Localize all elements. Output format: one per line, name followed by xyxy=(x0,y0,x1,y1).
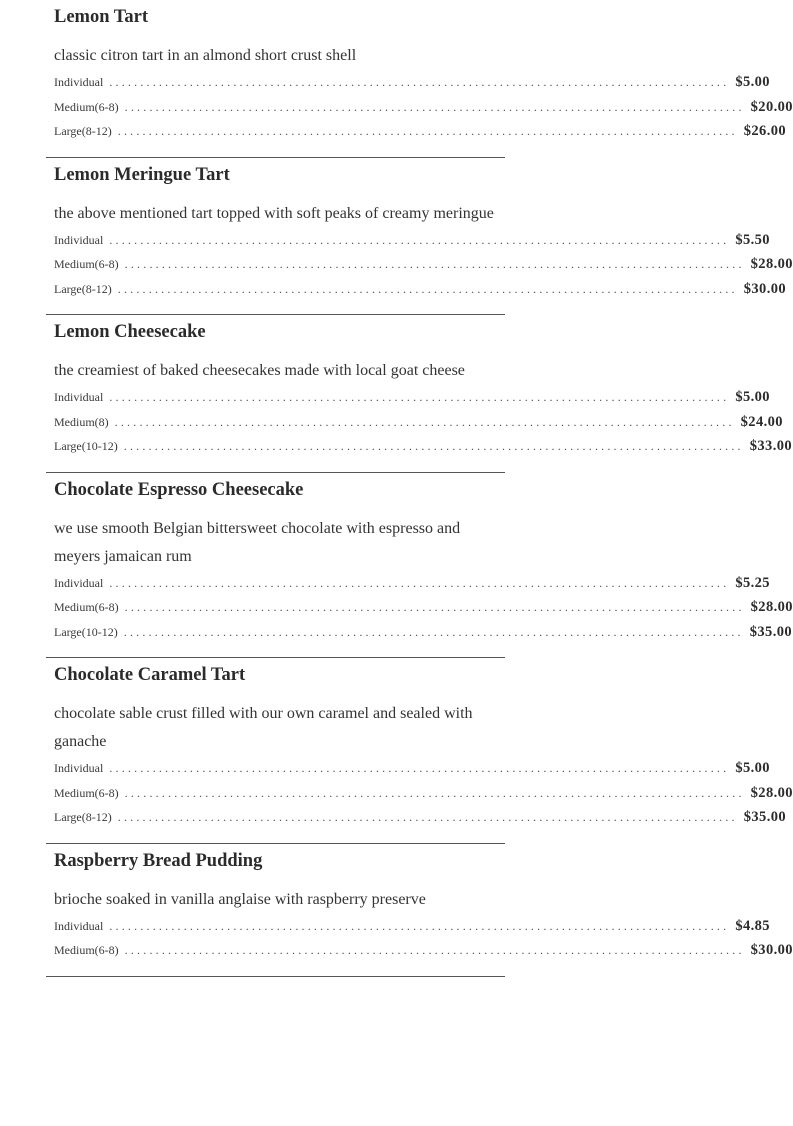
item-title: Raspberry Bread Pudding xyxy=(54,850,263,871)
price-row xyxy=(54,252,793,277)
dot-leader: .................................................................................................... xyxy=(124,600,745,614)
menu-item-lemon-cheesecake xyxy=(46,315,793,473)
size-label: Medium(6-8) xyxy=(54,943,119,957)
price-value: $28.00 xyxy=(750,784,793,801)
size-label: Individual xyxy=(54,575,104,590)
size-label: Large(8-12) xyxy=(54,124,112,138)
price-row xyxy=(54,119,787,144)
price-row xyxy=(54,228,770,253)
item-description: we use smooth Belgian bittersweet chocolate with espresso and meyers jamaican rum xyxy=(54,519,461,565)
price-value: $5.00 xyxy=(735,389,770,405)
price-row xyxy=(54,805,787,830)
dot-leader: .................................................................................................... xyxy=(109,232,730,247)
price-list xyxy=(54,756,793,843)
price-row xyxy=(54,620,793,645)
price-row xyxy=(54,70,770,95)
price-list xyxy=(54,914,793,976)
dot-leader: .................................................................................................... xyxy=(117,810,738,824)
dot-leader: .................................................................................................... xyxy=(123,439,744,453)
price-row xyxy=(54,95,793,120)
size-label: Large(10-12) xyxy=(54,439,118,453)
item-title: Lemon Cheesecake xyxy=(54,322,206,342)
menu-item-raspberry-bread-pudding xyxy=(46,844,793,977)
dot-leader: .................................................................................................... xyxy=(109,75,730,89)
price-value: $5.50 xyxy=(735,231,770,248)
price-list xyxy=(54,70,793,157)
item-description: the creamiest of baked cheesecakes made with local goat cheese xyxy=(54,362,465,379)
price-value: $20.00 xyxy=(750,98,793,115)
price-row xyxy=(54,781,793,806)
price-row xyxy=(54,756,770,781)
item-description: brioche soaked in vanilla anglaise with raspberry preserve xyxy=(54,890,426,908)
item-description: classic citron tart in an almond short crust shell xyxy=(54,47,357,64)
dot-leader: .................................................................................................... xyxy=(109,761,730,775)
dot-leader: .................................................................................................... xyxy=(114,414,735,429)
price-list xyxy=(54,571,793,658)
dot-leader: .................................................................................................... xyxy=(124,257,745,271)
price-value: $28.00 xyxy=(750,599,793,615)
size-label: Individual xyxy=(54,75,104,89)
item-description: chocolate sable crust filled with our own caramel and sealed with ganache xyxy=(54,705,473,750)
price-row xyxy=(54,595,793,620)
price-value: $28.00 xyxy=(750,256,793,272)
menu-item-chocolate-espresso-cheesecake xyxy=(46,473,793,659)
dot-leader: .................................................................................................... xyxy=(124,99,745,114)
size-label: Individual xyxy=(54,918,104,933)
size-label: Individual xyxy=(54,761,104,775)
price-value: $26.00 xyxy=(743,123,787,139)
item-title: Chocolate Caramel Tart xyxy=(54,665,246,685)
item-title: Chocolate Espresso Cheesecake xyxy=(54,479,304,500)
price-row xyxy=(54,385,770,410)
price-list xyxy=(54,228,793,315)
price-value: $33.00 xyxy=(749,438,793,454)
dessert-menu xyxy=(46,0,793,977)
size-label: Large(10-12) xyxy=(54,624,118,639)
price-value: $4.85 xyxy=(735,917,770,934)
dot-leader: .................................................................................................... xyxy=(117,281,738,296)
price-row xyxy=(54,277,787,302)
price-list xyxy=(54,385,793,472)
size-label: Large(8-12) xyxy=(54,810,112,824)
dot-leader: .................................................................................................... xyxy=(117,124,738,138)
dot-leader: .................................................................................................... xyxy=(109,390,730,404)
dot-leader: .................................................................................................... xyxy=(124,785,745,800)
dot-leader: .................................................................................................... xyxy=(109,918,730,933)
size-label: Individual xyxy=(54,390,104,404)
menu-item-chocolate-caramel-tart xyxy=(46,658,793,844)
dot-leader: .................................................................................................... xyxy=(123,624,744,639)
menu-item-lemon-meringue-tart xyxy=(46,158,793,316)
price-row xyxy=(54,938,793,963)
menu-item-lemon-tart xyxy=(46,0,793,158)
price-value: $5.00 xyxy=(735,760,770,776)
price-value: $5.00 xyxy=(735,74,770,90)
size-label: Medium(6-8) xyxy=(54,785,119,800)
size-label: Medium(6-8) xyxy=(54,257,119,271)
price-value: $35.00 xyxy=(749,623,793,640)
dot-leader: .................................................................................................... xyxy=(109,575,730,590)
item-title: Lemon Meringue Tart xyxy=(54,164,230,185)
size-label: Medium(8) xyxy=(54,414,109,429)
item-description: the above mentioned tart topped with soft peaks of creamy meringue xyxy=(54,204,494,222)
price-value: $30.00 xyxy=(743,280,787,297)
price-row xyxy=(54,914,770,939)
price-row xyxy=(54,571,770,596)
price-row xyxy=(54,434,793,459)
price-row xyxy=(54,410,783,435)
size-label: Large(8-12) xyxy=(54,281,112,296)
price-value: $5.25 xyxy=(735,574,770,591)
size-label: Individual xyxy=(54,232,104,247)
price-value: $30.00 xyxy=(750,942,793,958)
price-value: $35.00 xyxy=(743,809,787,825)
size-label: Medium(6-8) xyxy=(54,99,119,114)
size-label: Medium(6-8) xyxy=(54,600,119,614)
item-title: Lemon Tart xyxy=(54,7,149,27)
price-value: $24.00 xyxy=(740,413,783,430)
dot-leader: .................................................................................................... xyxy=(124,943,745,957)
